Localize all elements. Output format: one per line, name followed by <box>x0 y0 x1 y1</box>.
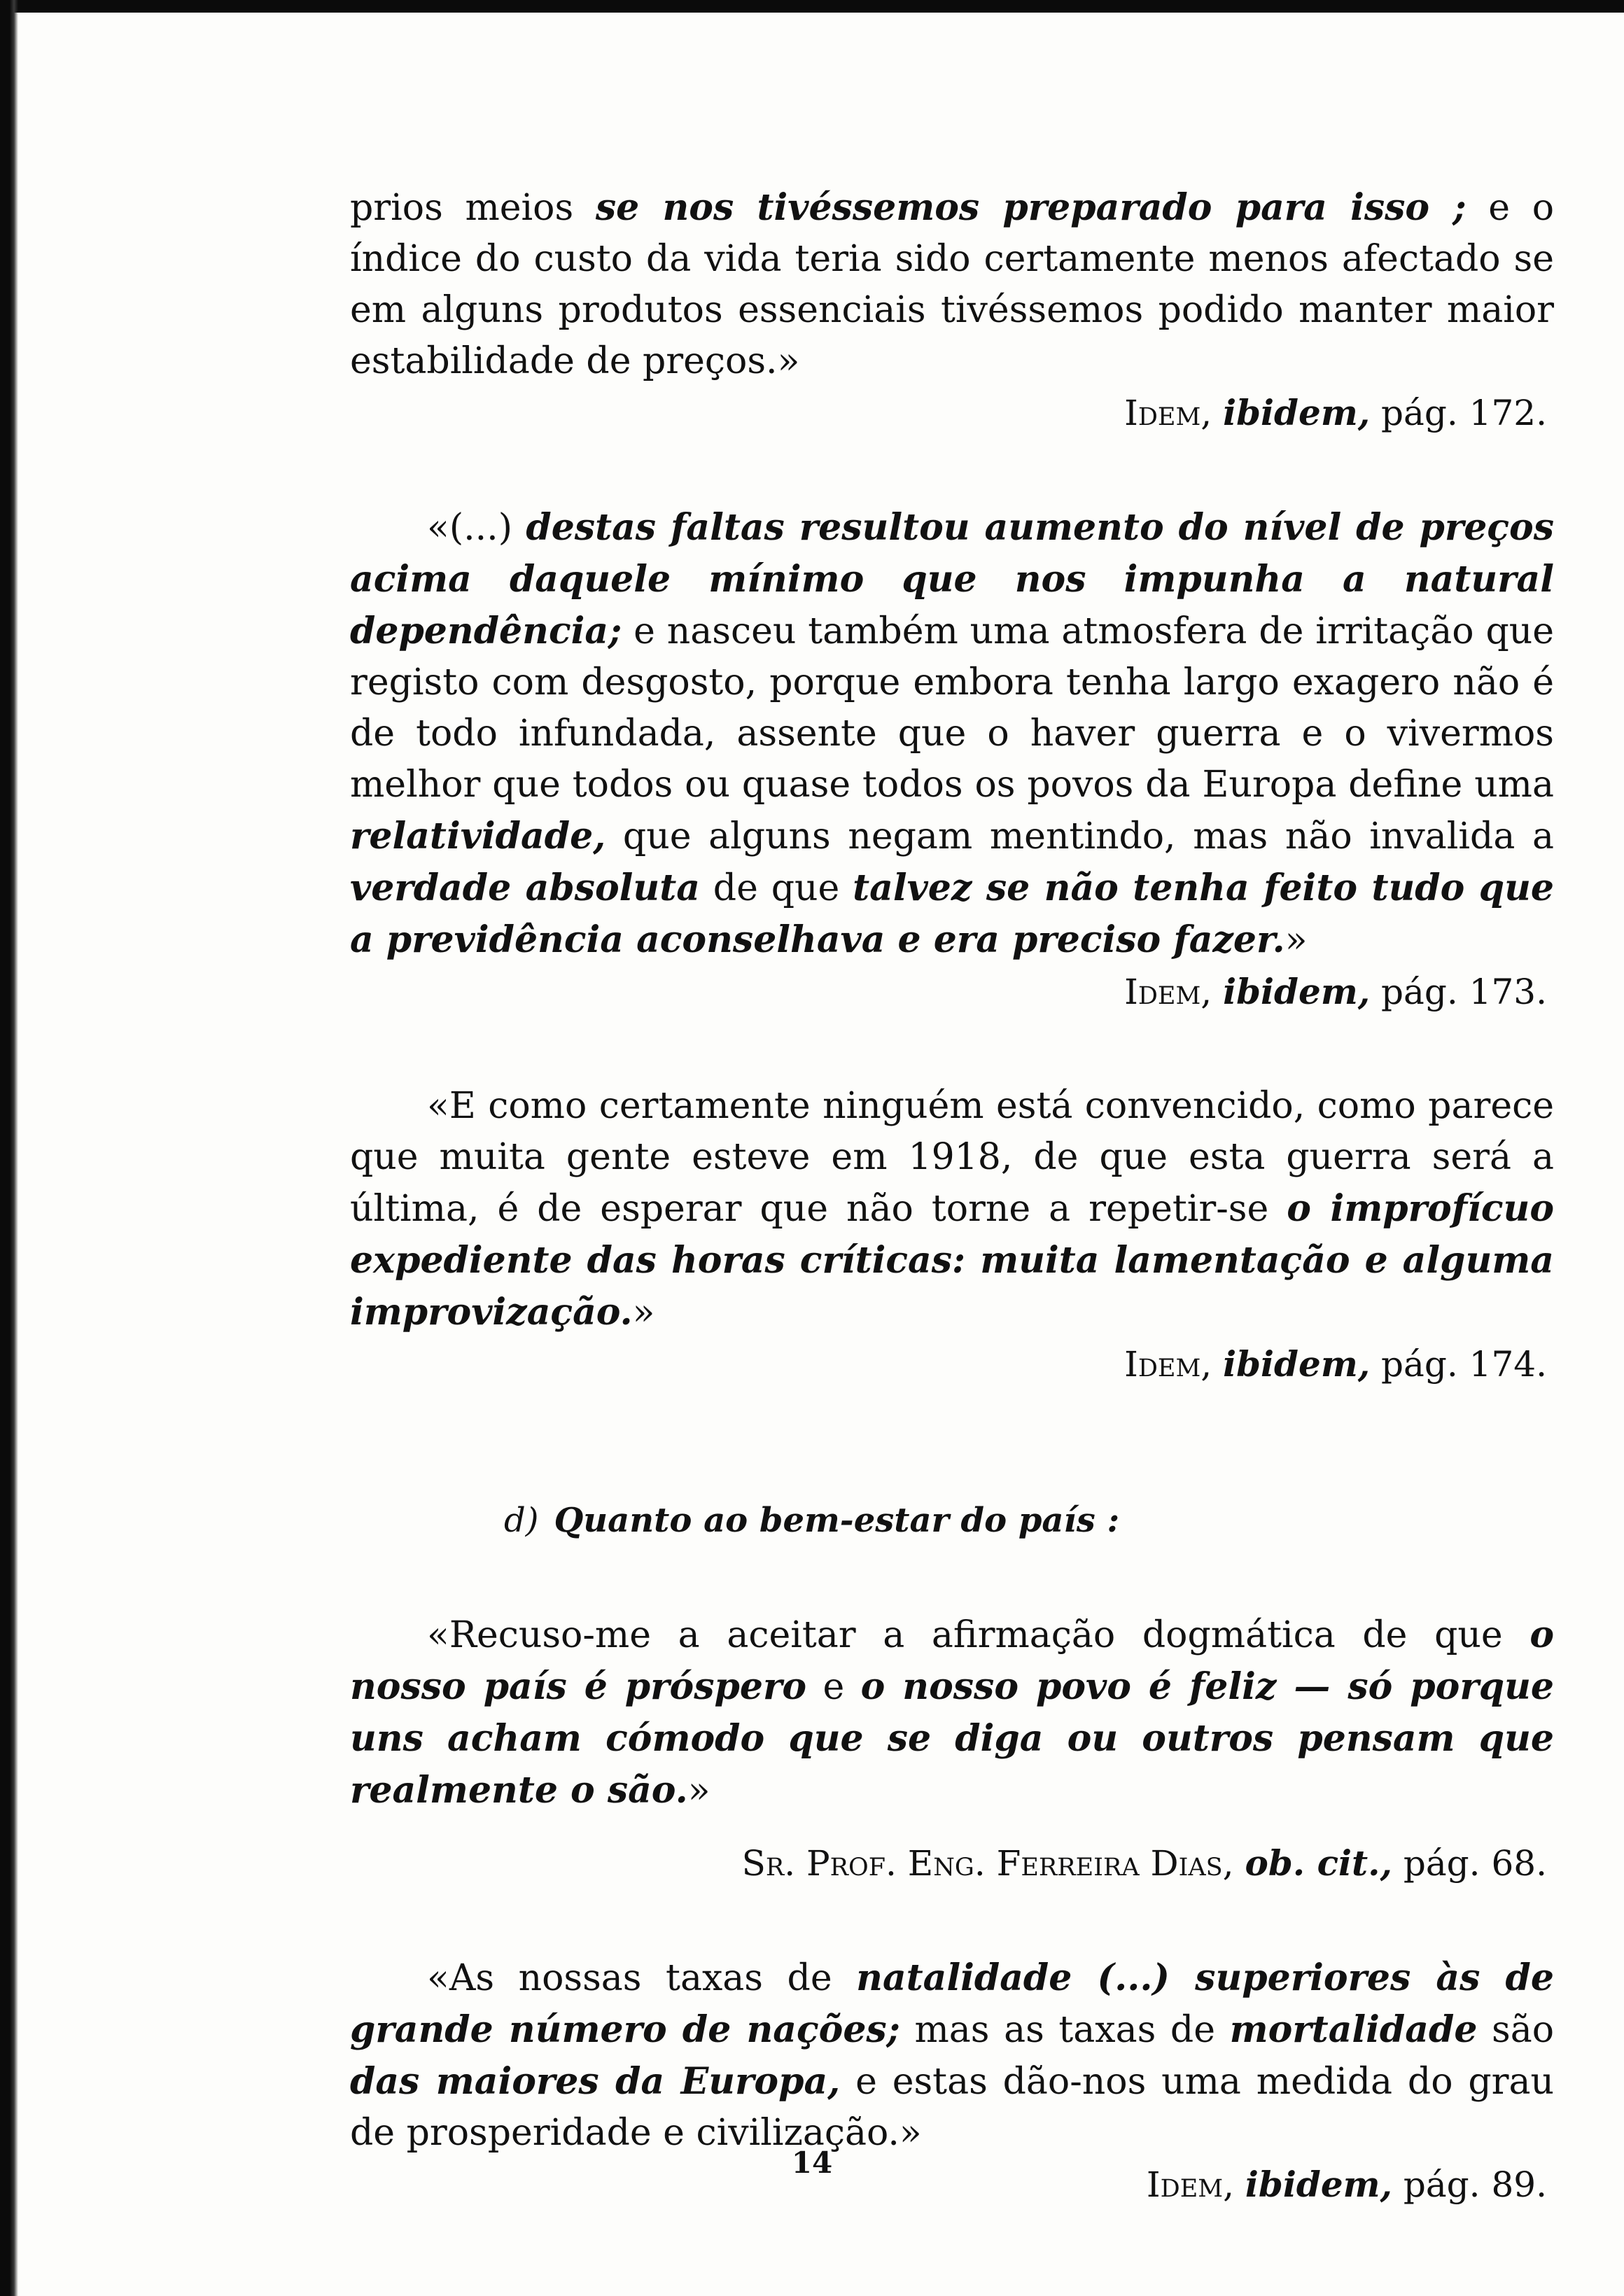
quote-text: «E como certamente ninguém está convencido, como parece que muita gente esteve em 1918, de que esta guerra será a última, é de esperar que não torne a repetir-se <box>350 1085 1554 1230</box>
quote-emphasis: se nos tivéssemos preparado para isso ; <box>595 186 1466 229</box>
citation-page: pág. 174. <box>1381 1344 1547 1385</box>
quote-paragraph <box>350 1952 1554 2159</box>
citation-work: ob. cit., <box>1245 1842 1392 1884</box>
citation-author: Idem, <box>1146 2164 1234 2205</box>
quote-text: «Recuso-me a aceitar a afirmação dogmática de que <box>427 1614 1530 1656</box>
page-content <box>350 182 1554 2211</box>
quote-text: mas as taxas de <box>899 2009 1230 2051</box>
quote-text: «(...) <box>427 507 526 549</box>
citation <box>350 966 1554 1018</box>
quote-text: » <box>1284 919 1308 961</box>
citation-work: ibidem, <box>1223 971 1371 1012</box>
citation-page: pág. 68. <box>1403 1843 1547 1884</box>
quote-emphasis: das maiores da Europa, <box>350 2060 841 2103</box>
citation-work: ibidem, <box>1223 392 1371 433</box>
citation-page: pág. 172. <box>1381 393 1547 433</box>
quote-text: » <box>632 1292 655 1334</box>
quote-text: que alguns negam mentindo, mas não invalida a <box>606 816 1554 858</box>
quote-text: e nasceu também uma atmosfera de irritação que registo com desgosto, porque embora tenha largo exagero não é de todo infundada, assente que o haver guerra e o vivermos melhor que todos ou quase todos os povos da Europa define uma <box>350 610 1554 806</box>
quote-paragraph <box>350 1609 1554 1816</box>
page-number: 14 <box>791 2146 833 2180</box>
citation <box>350 387 1554 439</box>
scan-top-border <box>0 0 1624 13</box>
quote-text: de que <box>699 867 853 909</box>
quote-emphasis: o improfícuo expediente das horas críticas: muita lamentação e alguma improvização. <box>350 1187 1555 1334</box>
quote-text: são <box>1477 2009 1555 2051</box>
citation <box>350 1338 1554 1390</box>
quote-emphasis: natalidade (...) superiores às de grande número de nações; <box>350 1956 1554 2051</box>
quote-text: «As nossas taxas de <box>427 1957 857 1999</box>
quote-emphasis: o nosso país é próspero <box>350 1614 1554 1708</box>
quote-emphasis: destas faltas resultou aumento do nível de preços acima daquele mínimo que nos impunha a natural dependência; <box>350 506 1554 652</box>
citation-page: pág. 173. <box>1381 972 1547 1012</box>
citation-page: pág. 89. <box>1403 2164 1547 2205</box>
quote-text: » <box>687 1770 710 1812</box>
quote-text: e estas dão-nos uma medida do grau de prosperidade e civilização.» <box>350 2061 1554 2154</box>
quote-paragraph <box>350 1081 1554 1338</box>
citation-author: Sr. Prof. Eng. Ferreira Dias, <box>741 1843 1234 1884</box>
citation-author: Idem, <box>1124 972 1212 1012</box>
quote-text: e o índice do custo da vida teria sido certamente menos afectado se em alguns produtos essenciais tivéssemos podido manter maior estabilidade de preços.» <box>350 187 1555 382</box>
quote-emphasis: o nosso povo é feliz — só porque uns acham cómodo que se diga ou outros pensam que realmente o são. <box>350 1665 1554 1812</box>
section-title: Quanto ao bem-estar do país : <box>554 1501 1120 1540</box>
quote-emphasis: verdade absoluta <box>350 867 700 909</box>
section-heading <box>504 1495 1554 1546</box>
quote-emphasis: relatividade, <box>350 815 606 858</box>
scan-left-border <box>0 0 18 2296</box>
quote-paragraph <box>350 502 1554 966</box>
citation-author: Idem, <box>1124 1344 1212 1385</box>
citation <box>350 1837 1554 1889</box>
citation-work: ibidem, <box>1223 1343 1371 1385</box>
citation-author: Idem, <box>1124 393 1212 433</box>
quote-text: prios meios <box>350 187 596 229</box>
quote-emphasis: talvez se não tenha feito tudo que a previdência aconselhava e era preciso fazer. <box>350 867 1555 961</box>
quote-paragraph <box>350 182 1554 387</box>
citation-work: ibidem, <box>1245 2164 1392 2205</box>
section-letter: d) <box>504 1501 539 1540</box>
quote-emphasis: mortalidade <box>1229 2008 1478 2051</box>
quote-text: e <box>806 1666 861 1708</box>
